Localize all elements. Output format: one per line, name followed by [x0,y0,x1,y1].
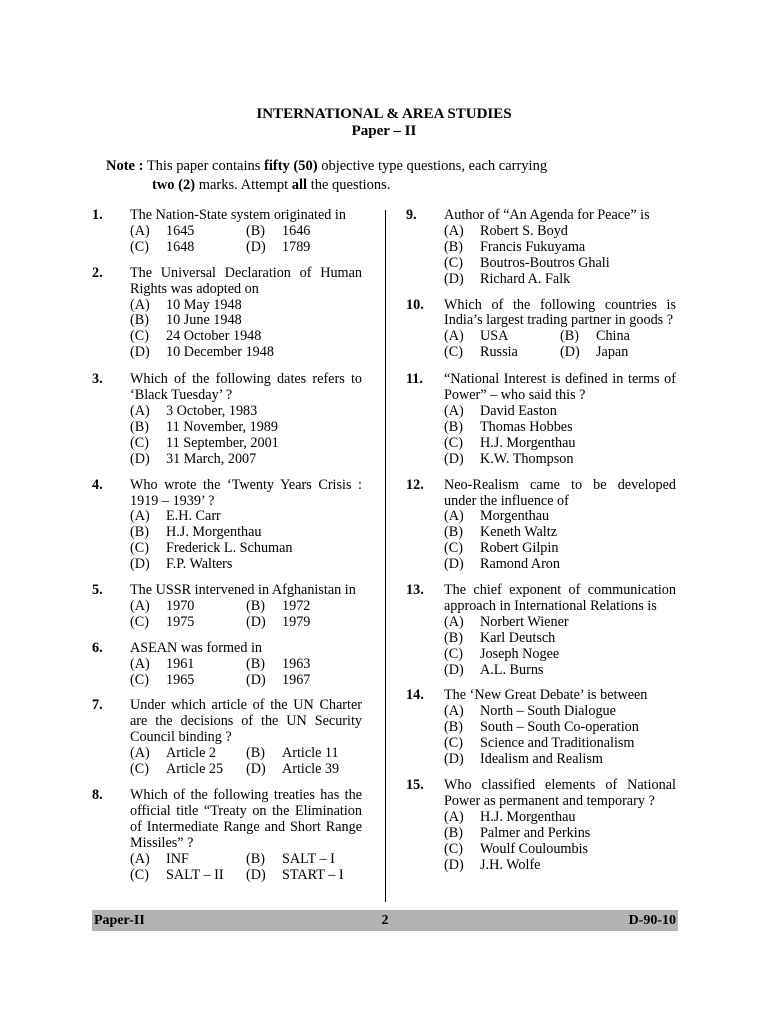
option-text: 3 October, 1983 [166,402,258,419]
answer-option [444,720,676,736]
question-6 [92,641,362,689]
answer-option-row [130,240,362,256]
question-5 [92,583,362,631]
question-14 [406,688,676,768]
option-text: INF [166,850,189,867]
option-text: Joseph Nogee [480,645,560,662]
note-text-2: objective type questions, each carrying [317,158,548,174]
answer-option [130,657,246,673]
question-9 [406,208,676,288]
option-text: 1963 [282,655,311,672]
option-text: Article 25 [166,761,224,778]
answer-option [246,673,362,689]
option-text: J.H. Wolfe [480,856,541,873]
option-text: Thomas Hobbes [480,418,573,435]
answer-option [444,736,676,752]
answer-option [444,647,676,663]
question-number: 2. [92,264,103,281]
option-text: 24 October 1948 [166,328,262,345]
answer-option [246,746,362,762]
option-text: David Easton [480,402,557,419]
option-letter: (B) [130,524,149,541]
option-text: 1975 [166,613,195,630]
option-text: Science and Traditionalism [480,735,635,752]
answer-option-row [130,224,362,240]
answer-option [444,704,676,720]
answer-option [130,298,362,314]
option-letter: (B) [246,222,265,239]
note-label: Note : [106,158,144,174]
option-letter: (C) [130,434,149,451]
option-letter: (B) [444,524,463,541]
question-number: 12. [406,476,424,493]
answer-option-row [444,345,676,361]
answer-option [246,224,362,240]
question-text: Which of the following treaties has the official title “Treaty on the Elimination of Intermediate Range and Short Range Missiles” ? [130,787,362,851]
question-text: Who classified elements of National Power as permanent and temporary ? [444,777,676,809]
option-letter: (D) [444,556,464,573]
question-4 [92,478,362,573]
option-letter: (A) [130,597,150,614]
option-text: H.J. Morgenthau [166,524,262,541]
option-letter: (C) [130,866,149,883]
answer-option [130,240,246,256]
option-text: Karl Deutsch [480,629,556,646]
option-letter: (A) [130,222,150,239]
paper-title: Paper – II [351,123,417,139]
question-number: 8. [92,787,103,803]
question-2 [92,266,362,361]
answer-option [130,599,246,615]
footer-page-number: 2 [381,913,389,928]
option-letter: (C) [130,328,149,345]
answer-option [246,240,362,256]
option-text: 11 November, 1989 [166,418,278,435]
answer-option [130,525,362,541]
option-text: Boutros-Boutros Ghali [480,254,610,271]
answer-option [560,329,676,345]
option-letter: (C) [444,540,463,557]
column-divider [385,210,386,902]
answer-option-row [130,599,362,615]
option-text: 10 May 1948 [166,296,242,313]
option-text: Robert S. Boyd [480,222,568,239]
option-text: China [596,328,630,345]
option-letter: (A) [130,745,150,762]
answer-option [444,509,676,525]
option-letter: (C) [444,645,463,662]
answer-option [130,615,246,631]
option-letter: (D) [246,238,266,255]
option-text: 1646 [282,222,311,239]
answer-option [130,420,362,436]
option-letter: (A) [130,850,150,867]
answer-option [130,673,246,689]
option-text: 1967 [282,671,311,688]
option-letter: (C) [130,540,149,557]
option-letter: (B) [444,719,463,736]
question-text: Under which article of the UN Charter are the decisions of the UN Security Council binding ? [130,697,362,746]
option-text: North – South Dialogue [480,703,616,720]
option-letter: (C) [444,434,463,451]
answer-option [444,525,676,541]
question-7 [92,698,362,778]
answer-option-row [130,852,362,868]
question-text: Neo-Realism came to be developed under the influence of [444,476,676,509]
option-text: E.H. Carr [166,508,221,525]
option-letter: (A) [130,655,150,672]
answer-option [130,345,362,361]
footer-paper-label: Paper-II [94,913,145,928]
answer-option-row [130,615,362,631]
option-text: 1645 [166,222,195,239]
question-number: 1. [92,207,103,223]
option-letter: (D) [444,751,464,768]
option-letter: (D) [246,761,266,778]
answer-option [444,842,676,858]
question-text: The chief exponent of communication approach in International Relations is [444,582,676,614]
option-text: 1789 [282,238,311,255]
option-letter: (C) [444,840,463,857]
option-letter: (D) [130,450,150,467]
answer-option [444,345,560,361]
note-bold-3: all [291,177,308,193]
option-letter: (B) [444,824,463,841]
subject-title: INTERNATIONAL & AREA STUDIES [256,106,512,122]
answer-option [246,762,362,778]
option-text: START – I [282,866,344,883]
option-text: SALT – II [166,866,224,883]
option-text: Article 11 [282,745,339,762]
answer-option [130,404,362,420]
answer-option [444,256,676,272]
answer-option [444,404,676,420]
option-letter: (A) [130,296,150,313]
answer-option-row [130,746,362,762]
answer-option [246,599,362,615]
option-letter: (C) [130,613,149,630]
question-number: 11. [406,371,423,388]
question-3 [92,372,362,467]
question-number: 6. [92,639,103,656]
question-13 [406,583,676,678]
question-text: The USSR intervened in Afghanistan in [130,582,356,599]
answer-option [130,224,246,240]
note-text-3: marks. Attempt [195,177,292,193]
answer-option [246,615,362,631]
answer-option [444,420,676,436]
option-text: 1965 [166,671,195,688]
question-number: 9. [406,207,417,223]
option-text: Woulf Couloumbis [480,840,589,857]
question-11 [406,372,676,467]
question-text: ASEAN was formed in [130,639,263,656]
question-10 [406,298,676,362]
answer-option-row [130,673,362,689]
option-text: H.J. Morgenthau [480,434,576,451]
option-letter: (C) [444,735,463,752]
answer-option [130,762,246,778]
option-text: Russia [480,344,518,361]
option-text: 1648 [166,238,195,255]
answer-option [444,557,676,573]
page-header [0,106,768,140]
answer-option [444,826,676,842]
option-text: 10 June 1948 [166,312,242,329]
option-text: 1972 [282,597,311,614]
option-letter: (D) [130,556,150,573]
page-footer [92,910,678,931]
option-letter: (A) [444,508,464,525]
answer-option-row [130,762,362,778]
option-text: Richard A. Falk [480,270,571,287]
answer-option [444,436,676,452]
option-text: Article 2 [166,745,217,762]
option-text: K.W. Thompson [480,450,574,467]
option-text: F.P. Walters [166,556,233,573]
option-text: USA [480,328,509,345]
right-question-column [406,208,676,873]
option-letter: (B) [246,850,265,867]
question-number: 7. [92,697,103,714]
note-bold-1: fifty (50) [264,158,318,174]
footer-code: D-90-10 [628,913,676,928]
answer-option [444,272,676,288]
answer-option [130,436,362,452]
answer-option [444,663,676,679]
answer-option [130,509,362,525]
option-letter: (D) [444,856,464,873]
option-letter: (B) [560,328,579,345]
question-number: 3. [92,371,103,388]
option-text: Norbert Wiener [480,613,569,630]
question-number: 4. [92,476,103,493]
option-text: SALT – I [282,850,335,867]
question-15 [406,778,676,873]
answer-option [246,868,362,884]
option-text: 11 September, 2001 [166,434,279,451]
option-letter: (B) [246,597,265,614]
note-text-1: This paper contains [146,158,265,174]
question-text: Which of the following countries is India’s largest trading partner in goods ? [444,296,676,329]
option-text: A.L. Burns [480,661,544,678]
option-text: H.J. Morgenthau [480,808,576,825]
question-text: Author of “An Agenda for Peace” is [444,207,650,223]
option-text: 31 March, 2007 [166,450,257,467]
question-text: The ‘New Great Debate’ is between [444,687,648,704]
option-letter: (C) [444,344,463,361]
option-text: 1979 [282,613,311,630]
answer-option [246,657,362,673]
option-letter: (D) [444,450,464,467]
option-text: Ramond Aron [480,556,560,573]
question-number: 5. [92,582,103,599]
left-question-column [92,208,362,883]
option-letter: (A) [444,328,464,345]
answer-option [130,852,246,868]
answer-option [130,541,362,557]
option-letter: (B) [130,312,149,329]
answer-option-row [130,868,362,884]
question-text: The Universal Declaration of Human Rights was adopted on [130,264,362,297]
question-number: 14. [406,687,424,704]
question-text: “National Interest is defined in terms of Power” – who said this ? [444,371,676,404]
option-letter: (A) [444,222,464,239]
option-letter: (C) [444,254,463,271]
option-letter: (A) [130,508,150,525]
question-text: Who wrote the ‘Twenty Years Crisis : 1919 – 1939’ ? [130,476,362,509]
answer-option [444,810,676,826]
option-text: Francis Fukuyama [480,238,586,255]
option-letter: (B) [246,745,265,762]
answer-option [130,557,362,573]
answer-option [130,868,246,884]
answer-option [560,345,676,361]
answer-option [246,852,362,868]
option-text: Morgenthau [480,508,550,525]
option-text: 1961 [166,655,195,672]
option-letter: (D) [444,661,464,678]
option-text: Frederick L. Schuman [166,540,293,557]
option-letter: (A) [444,703,464,720]
answer-option [444,329,560,345]
question-text: Which of the following dates refers to ‘Black Tuesday’ ? [130,371,362,404]
option-text: 1970 [166,597,195,614]
answer-option [444,224,676,240]
question-number: 15. [406,777,424,793]
note-bold-2: two (2) [152,177,196,193]
option-letter: (B) [246,655,265,672]
option-letter: (C) [130,761,149,778]
answer-option [130,329,362,345]
answer-option-row [444,329,676,345]
answer-option [444,858,676,874]
option-letter: (A) [444,402,464,419]
option-letter: (D) [560,344,580,361]
instructions-note [106,157,666,195]
note-text-4: the questions. [307,177,391,193]
option-text: 10 December 1948 [166,344,274,361]
option-letter: (D) [130,344,150,361]
option-letter: (D) [246,866,266,883]
question-1 [92,208,362,256]
option-text: Keneth Waltz [480,524,557,541]
option-text: South – South Co-operation [480,719,639,736]
answer-option [130,746,246,762]
answer-option [444,452,676,468]
option-letter: (A) [444,613,464,630]
answer-option [444,615,676,631]
option-letter: (C) [130,238,149,255]
option-letter: (B) [444,238,463,255]
option-text: Idealism and Realism [480,751,603,768]
option-letter: (B) [130,418,149,435]
option-text: Japan [596,344,629,361]
option-letter: (A) [444,808,464,825]
question-number: 13. [406,582,424,599]
answer-option [444,541,676,557]
option-text: Article 39 [282,761,340,778]
question-8 [92,788,362,883]
option-letter: (D) [246,671,266,688]
answer-option [130,313,362,329]
question-text: The Nation-State system originated in [130,207,346,223]
answer-option [444,240,676,256]
option-letter: (D) [246,613,266,630]
option-letter: (B) [444,629,463,646]
answer-option [444,752,676,768]
option-text: Palmer and Perkins [480,824,591,841]
option-letter: (D) [444,270,464,287]
option-letter: (A) [130,402,150,419]
question-number: 10. [406,296,424,313]
answer-option-row [130,657,362,673]
option-letter: (B) [444,418,463,435]
question-12 [406,478,676,573]
option-text: Robert Gilpin [480,540,559,557]
option-letter: (C) [130,671,149,688]
answer-option [130,452,362,468]
answer-option [444,631,676,647]
